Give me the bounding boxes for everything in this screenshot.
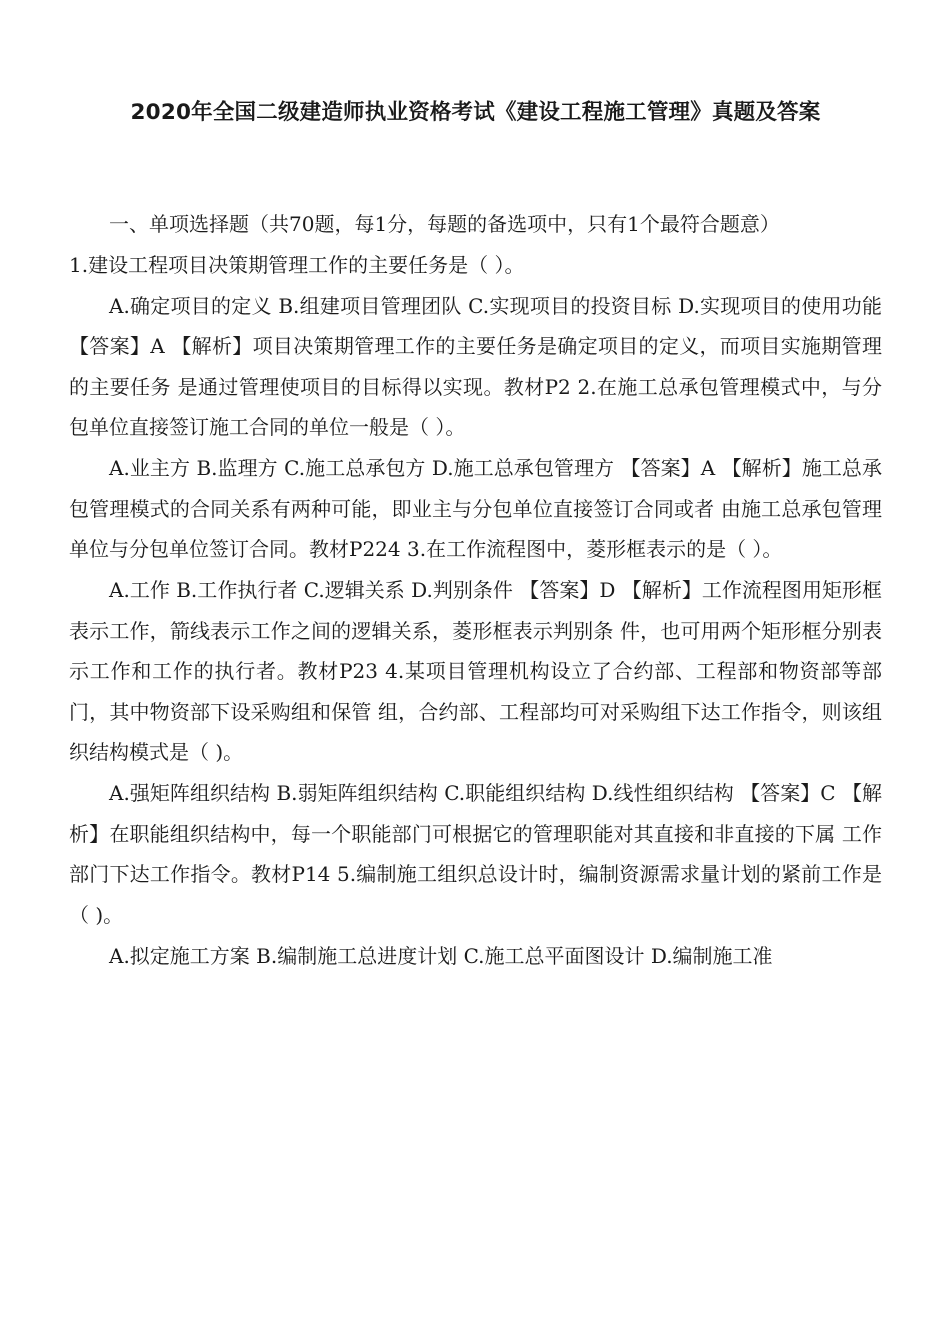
document-body [69, 204, 882, 976]
document-title: 2020年全国二级建造师执业资格考试《建设工程施工管理》真题及答案 [130, 100, 821, 125]
question-1-stem: 1.建设工程项目决策期管理工作的主要任务是（ ）。 [69, 252, 525, 277]
question-1-options-and-answer: A.确定项目的定义 B.组建项目管理团队 C.实现项目的投资目标 D.实现项目的使用功能 【答案】A 【解析】项目决策期管理工作的主要任务是确定项目的定义，而项目实施期管理的主要任务 是通过管理使项目的目标得以实现。教材P2 2.在施工总承包管理模式中，与分包单位直接签订施工合同的单位一般是（ ）。 [69, 293, 882, 439]
question-5-options: A.拟定施工方案 B.编制施工总进度计划 C.施工总平面图设计 D.编制施工准 [109, 943, 773, 968]
section-heading: 一、单项选择题（共70题，每1分，每题的备选项中，只有1个最符合题意） [109, 212, 780, 236]
question-4-options-and-answer: A.强矩阵组织结构 B.弱矩阵组织结构 C.职能组织结构 D.线性组织结构 【答案】C 【解析】在职能组织结构中，每一个职能部门可根据它的管理职能对其直接和非直接的下属 工作部门下达工作指令。教材P14 5.编制施工组织总设计时，编制资源需求量计划的紧前工作是（ )。 [69, 781, 882, 927]
question-3-options-and-answer: A.工作 B.工作执行者 C.逻辑关系 D.判别条件 【答案】D 【解析】工作流程图用矩形框表示工作，箭线表示工作之间的逻辑关系，菱形框表示判别条 件，也可用两个矩形框分别表示工作和工作的执行者。教材P23 4.某项目管理机构设立了合约部、工程部和物资部等部门，其中物资部下设采购组和保管 组，合约部、工程部均可对采购组下达工作指令，则该组织结构模式是（ )。 [69, 578, 882, 764]
question-2-options-and-answer: A.业主方 B.监理方 C.施工总承包方 D.施工总承包管理方 【答案】A 【解析】施工总承包管理模式的合同关系有两种可能，即业主与分包单位直接签订合同或者 由施工总承包管理单位与分包单位签订合同。教材P224 3.在工作流程图中，菱形框表示的是（ ）。 [69, 456, 882, 561]
